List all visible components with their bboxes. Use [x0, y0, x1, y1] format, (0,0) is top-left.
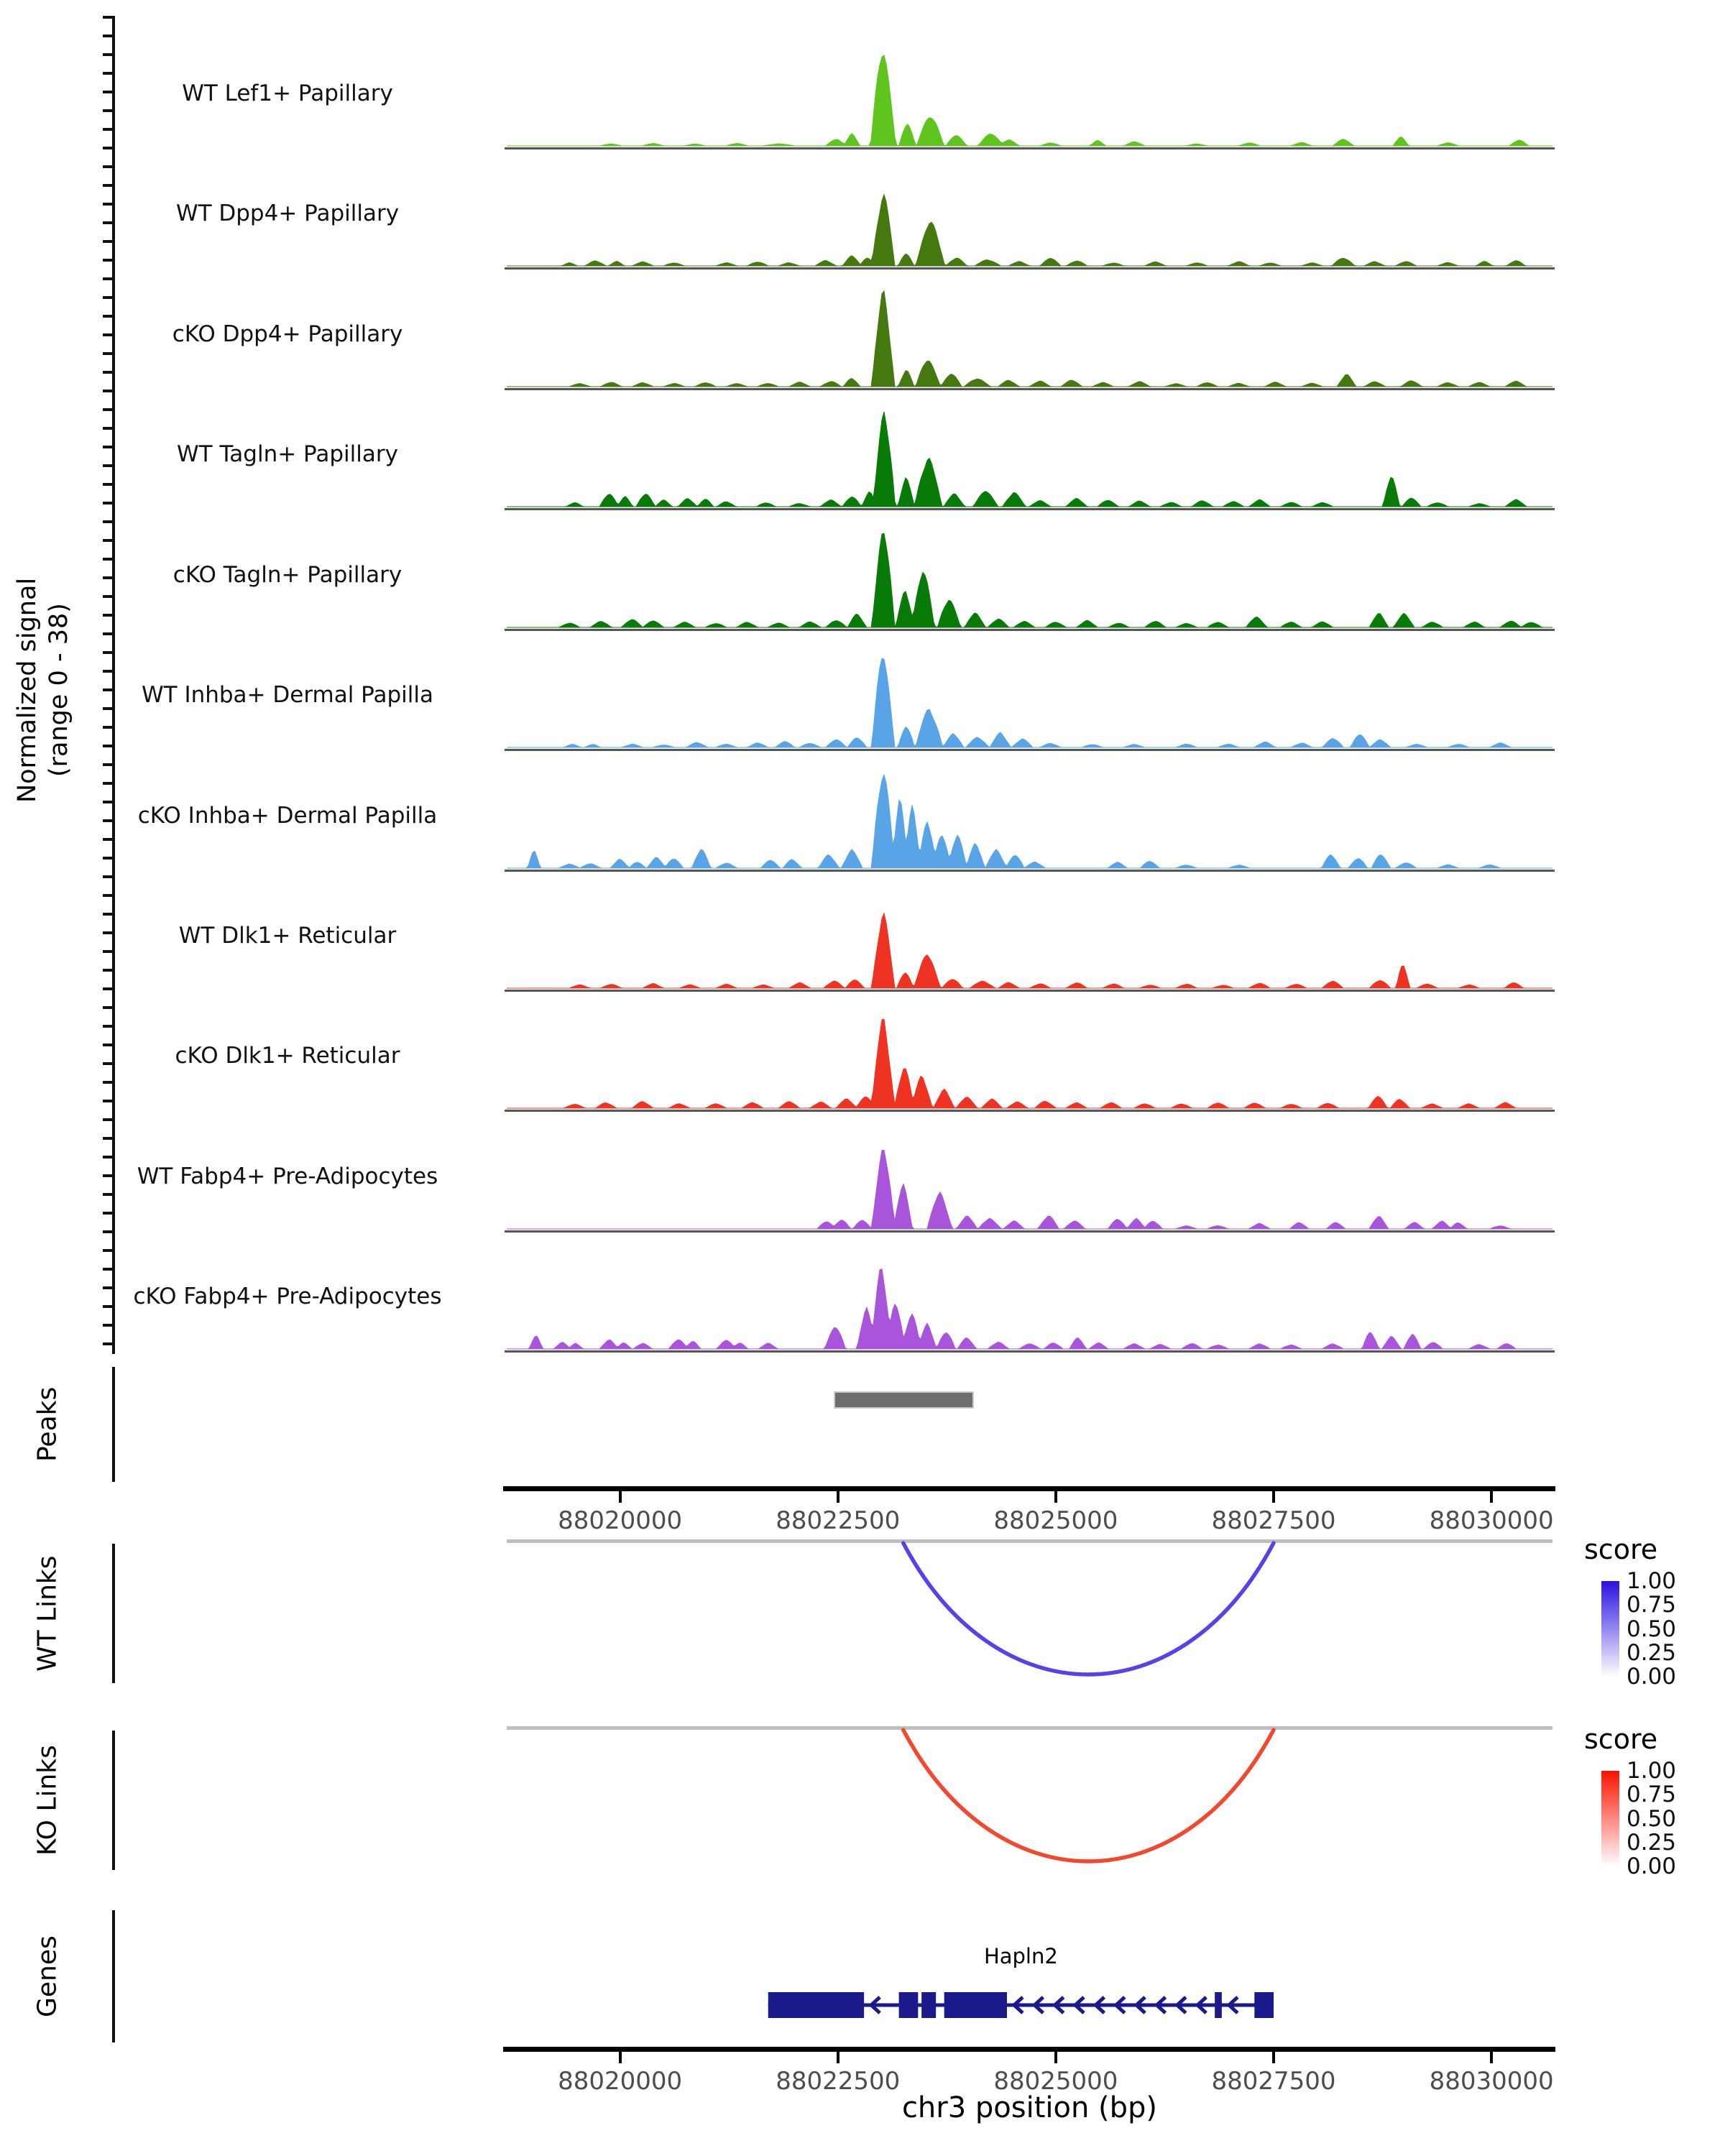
gene-model — [507, 1989, 1552, 2021]
coverage-area — [507, 1150, 1552, 1229]
track-label: WT Fabp4+ Pre-Adipocytes — [137, 1164, 438, 1189]
x-axis-title: chr3 position (bp) — [901, 2091, 1158, 2124]
wt-link-arc-plot — [507, 1541, 1552, 1699]
legend-tick: 1.00 — [1627, 1568, 1677, 1594]
legend-tick: 0.25 — [1627, 1639, 1677, 1666]
y-axis-label-line2: (range 0 - 38) — [45, 603, 73, 777]
legend-tick: 1.00 — [1627, 1758, 1677, 1784]
coverage-area — [507, 658, 1552, 747]
exon-rect — [899, 1992, 919, 2018]
wt-score-legend-ticks — [1627, 1570, 1676, 1689]
coverage-plot — [507, 395, 1552, 508]
legend-tick: 0.00 — [1627, 1853, 1677, 1879]
x-axis-tick-label: 88020000 — [558, 2067, 683, 2096]
legend-tick: 0.50 — [1627, 1616, 1677, 1642]
track-baseline — [505, 629, 1555, 631]
coverage-plot — [507, 34, 1552, 147]
x-axis-tick-label: 88022500 — [776, 2067, 901, 2096]
x-axis-line-lower — [503, 2047, 1555, 2052]
ko-score-legend-ticks — [1627, 1759, 1676, 1879]
track-label: cKO Fabp4+ Pre-Adipocytes — [133, 1284, 442, 1309]
track-baseline — [505, 388, 1555, 390]
genes-bracket — [112, 1910, 115, 2042]
x-axis-tick — [619, 1491, 622, 1503]
exon-rect — [921, 1992, 936, 2018]
x-axis-tick-label: 88022500 — [776, 1506, 901, 1535]
peaks-section-label: Peaks — [32, 1386, 63, 1462]
track-label: cKO Inhba+ Dermal Papilla — [137, 803, 438, 829]
coverage-area — [507, 1019, 1552, 1108]
x-axis-tick — [1490, 1491, 1493, 1503]
track-baseline — [505, 870, 1555, 872]
track-baseline — [505, 508, 1555, 510]
x-axis-tick — [837, 1491, 840, 1503]
y-axis-label — [7, 402, 79, 977]
exon-rect — [944, 1992, 1007, 2018]
x-axis-tick-label: 88027500 — [1211, 1506, 1336, 1535]
legend-tick: 0.25 — [1627, 1829, 1677, 1856]
coverage-area — [507, 775, 1552, 868]
link-arc — [903, 1730, 1274, 1861]
exon-rect — [1254, 1992, 1274, 2018]
coverage-plot — [507, 275, 1552, 388]
ko-score-legend-title: score — [1584, 1723, 1658, 1755]
wt-links-bracket — [112, 1544, 115, 1683]
track-label: cKO Dpp4+ Papillary — [172, 321, 403, 347]
track-label: WT Inhba+ Dermal Papilla — [142, 682, 433, 708]
exon-rect — [1215, 1992, 1222, 2018]
x-axis-tick — [1272, 1491, 1275, 1503]
coverage-plot — [507, 636, 1552, 749]
coverage-area — [507, 913, 1552, 988]
wt-score-legend-bar — [1601, 1581, 1619, 1677]
wt-links-section-label: WT Links — [32, 1555, 63, 1672]
ko-score-legend-bar — [1601, 1771, 1619, 1866]
peaks-bracket — [112, 1367, 115, 1482]
track-baseline — [505, 147, 1555, 149]
ko-links-section-label: KO Links — [32, 1745, 63, 1856]
legend-tick: 0.00 — [1627, 1664, 1677, 1690]
exon-rect — [768, 1992, 864, 2018]
track-baseline — [505, 749, 1555, 751]
x-axis-tick — [837, 2052, 840, 2063]
x-axis-tick-label: 88020000 — [558, 1506, 683, 1535]
wt-score-legend-title: score — [1584, 1534, 1658, 1565]
track-baseline — [505, 1230, 1555, 1233]
x-axis-tick — [1490, 2052, 1493, 2063]
x-axis-tick-label: 88025000 — [993, 2067, 1118, 2096]
coverage-area — [507, 1269, 1552, 1349]
track-label: WT Dpp4+ Papillary — [175, 201, 400, 226]
track-label: cKO Tagln+ Papillary — [172, 562, 402, 588]
coverage-area — [507, 195, 1552, 266]
x-axis-line-upper — [503, 1486, 1555, 1491]
track-label: WT Dlk1+ Reticular — [178, 923, 397, 949]
coverage-plot — [507, 757, 1552, 870]
legend-tick: 0.50 — [1627, 1805, 1677, 1832]
coverage-area — [507, 533, 1552, 627]
track-label: cKO Dlk1+ Reticular — [175, 1043, 400, 1069]
genes-section-label: Genes — [32, 1935, 63, 2017]
legend-tick: 0.75 — [1627, 1592, 1677, 1618]
x-axis-tick-label: 88027500 — [1211, 2067, 1336, 2096]
coverage-plot — [507, 877, 1552, 990]
link-arc — [903, 1543, 1274, 1674]
x-axis-tick-label: 88030000 — [1429, 2067, 1554, 2096]
track-baseline — [505, 990, 1555, 992]
track-label: WT Lef1+ Papillary — [182, 80, 393, 106]
track-baseline — [505, 1110, 1555, 1112]
coverage-area — [507, 412, 1552, 507]
x-axis-tick — [1054, 2052, 1057, 2063]
ko-links-bracket — [112, 1731, 115, 1870]
coverage-area — [507, 291, 1552, 387]
coverage-plot — [507, 1118, 1552, 1230]
x-axis-tick — [619, 2052, 622, 2063]
x-axis-tick-label: 88025000 — [993, 1506, 1118, 1535]
gene-name-label: Hapln2 — [983, 1944, 1058, 1968]
coverage-area — [507, 55, 1552, 146]
track-baseline — [505, 1350, 1555, 1353]
track-label: WT Tagln+ Papillary — [177, 441, 398, 467]
peak-region-bar — [834, 1391, 975, 1409]
coverage-plot — [507, 155, 1552, 267]
coverage-plot — [507, 997, 1552, 1110]
coverage-plot — [507, 1238, 1552, 1350]
track-baseline — [505, 267, 1555, 270]
x-axis-tick-label: 88030000 — [1429, 1506, 1554, 1535]
y-axis-label-line1: Normalized signal — [13, 577, 42, 803]
x-axis-tick — [1272, 2052, 1275, 2063]
x-axis-tick — [1054, 1491, 1057, 1503]
legend-tick: 0.75 — [1627, 1782, 1677, 1808]
ko-link-arc-plot — [507, 1728, 1552, 1886]
coverage-plot — [507, 516, 1552, 629]
